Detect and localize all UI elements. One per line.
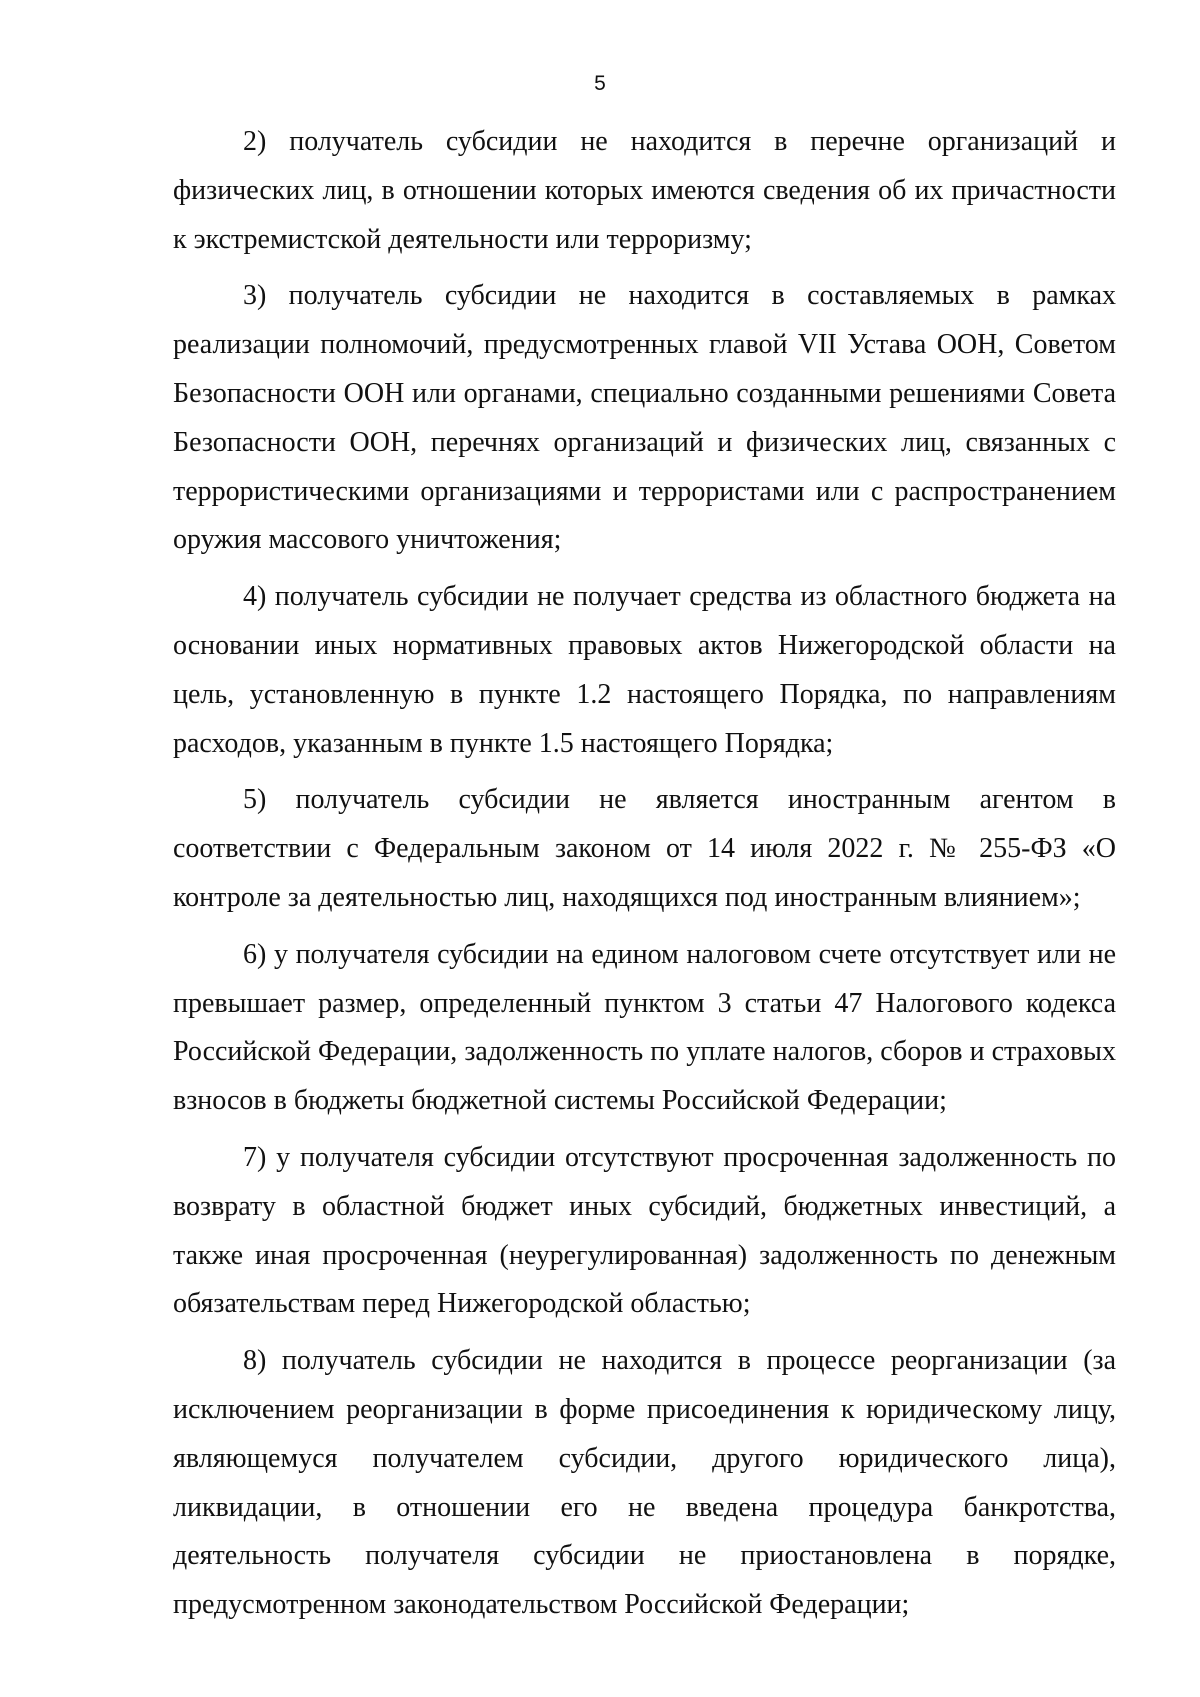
paragraph-item-7: 7) у получателя субсидии отсутствуют просроченная задолженность по возврату в областной бюджет иных субсидий, бюджетных инвестиций, а также иная просроченная (неурегулированная) задолженность по денежным обязательствам перед Нижегородской областью;	[173, 1141, 1116, 1320]
paragraph-item-3: 3) получатель субсидии не находится в составляемых в рамках реализации полномочий, предусмотренных главой VII Устава ООН, Советом Безопасности ООН или органами, специально созданными решениями Совета Безопасности ООН, перечнях организаций и физических лиц, связанных с террористическими организациями и террористами или с распространением оружия массового уничтожения;	[173, 280, 1116, 556]
page-number: 5	[594, 72, 606, 95]
paragraph-item-8: 8) получатель субсидии не находится в процессе реорганизации (за исключением реорганизации в форме присоединения к юридическому лицу, являющемуся получателем субсидии, другого юридического лица), ликвидации, в отношении его не введена процедура банкротства, деятельность получателя субсидии не приостановлена в порядке, предусмотренном законодательством Российской Федерации;	[173, 1345, 1116, 1621]
paragraph-item-2: 2) получатель субсидии не находится в перечне организаций и физических лиц, в отношении которых имеются сведения об их причастности к экстремистской деятельности или терроризму;	[173, 126, 1116, 255]
paragraph-item-5: 5) получатель субсидии не является иностранным агентом в соответствии с Федеральным законом от 14 июля 2022 г. № 255-ФЗ «О контроле за деятельностью лиц, находящихся под иностранным влиянием»;	[173, 784, 1116, 913]
paragraph-item-6: 6) у получателя субсидии на едином налоговом счете отсутствует или не превышает размер, определенный пунктом 3 статьи 47 Налогового кодекса Российской Федерации, задолженность по уплате налогов, сборов и страховых взносов в бюджеты бюджетной системы Российской Федерации;	[173, 938, 1116, 1117]
paragraph-item-4: 4) получатель субсидии не получает средства из областного бюджета на основании иных нормативных правовых актов Нижегородской области на цель, установленную в пункте 1.2 настоящего Порядка, по направлениям расходов, указанным в пункте 1.5 настоящего Порядка;	[173, 581, 1116, 759]
document-body	[173, 118, 1116, 1638]
